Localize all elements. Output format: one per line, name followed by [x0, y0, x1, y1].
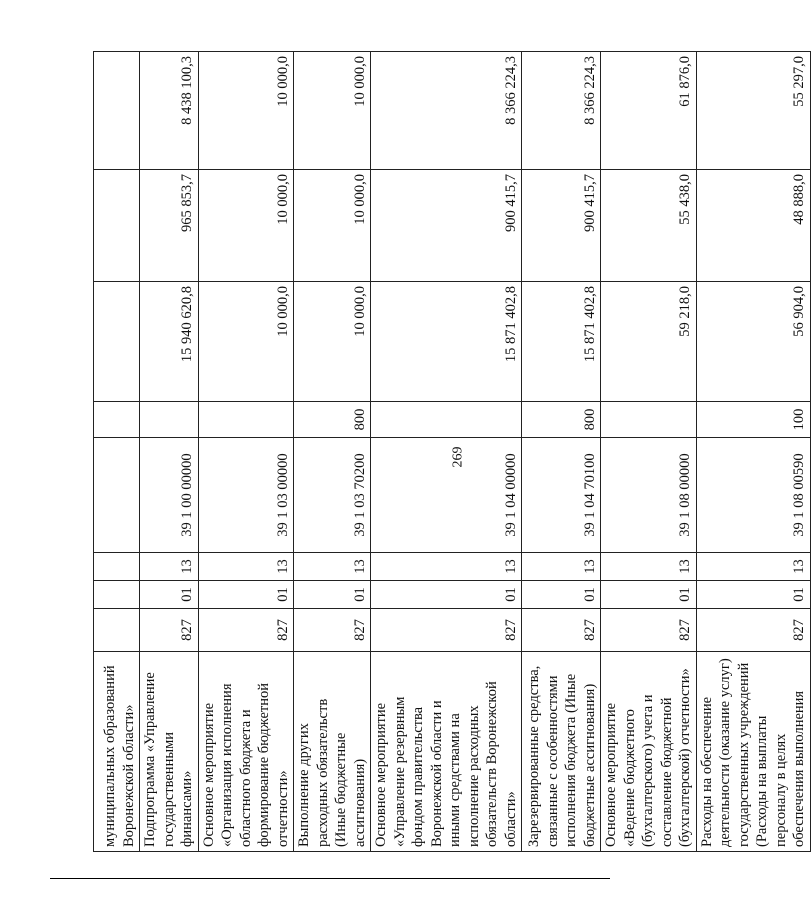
cell-sum3: 61 876,0 — [601, 52, 697, 170]
cell-csr: 39 1 08 00590 — [696, 438, 810, 553]
row-name: Выполнение других расходных обязательств (Иные бюджетные ассигнования) — [294, 652, 371, 852]
rotated-table-wrapper — [93, 52, 807, 852]
cell-sum2: 900 415,7 — [371, 170, 522, 282]
cell-csr: 39 1 00 00000 — [140, 438, 199, 553]
page-number: 269 — [450, 446, 466, 468]
cell-vr: 800 — [294, 402, 371, 438]
cell-sum2: 900 415,7 — [522, 170, 601, 282]
cell-csr: 39 1 04 70100 — [522, 438, 601, 553]
table-row — [601, 52, 697, 852]
scan-edge-line — [50, 878, 610, 879]
cell-rz: 01 — [696, 581, 810, 609]
cell-pr: 13 — [696, 553, 810, 581]
cell-sum1: 10 000,0 — [294, 282, 371, 402]
table-row — [198, 52, 294, 852]
cell-gr: 827 — [522, 609, 601, 652]
row-name: Основное мероприятие «Ведение бюджетного (бухгалтерского) учета и составление бюджетной (бухгалтерской) отчетности» — [601, 652, 697, 852]
cell-pr: 13 — [522, 553, 601, 581]
cell-sum3: 8 366 224,3 — [371, 52, 522, 170]
table-row — [371, 52, 522, 852]
cell-sum2: 965 853,7 — [140, 170, 199, 282]
cell-csr: 39 1 03 70200 — [294, 438, 371, 553]
cell-pr: 13 — [601, 553, 697, 581]
row-name: Подпрограмма «Управление государственными финансами» — [140, 652, 199, 852]
cell-sum1: 15 871 402,8 — [522, 282, 601, 402]
cell-gr: 827 — [140, 609, 199, 652]
cell-vr — [601, 402, 697, 438]
cell-csr: 39 1 08 00000 — [601, 438, 697, 553]
table-row — [696, 52, 810, 852]
cell-sum1 — [94, 282, 140, 402]
cell-sum2 — [94, 170, 140, 282]
cell-rz: 01 — [198, 581, 294, 609]
cell-vr — [140, 402, 199, 438]
cell-sum3: 10 000,0 — [198, 52, 294, 170]
cell-vr: 100 — [696, 402, 810, 438]
cell-sum3: 55 297,0 — [696, 52, 810, 170]
cell-rz: 01 — [140, 581, 199, 609]
cell-rz — [94, 581, 140, 609]
cell-sum2: 48 888,0 — [696, 170, 810, 282]
cell-csr — [94, 438, 140, 553]
cell-pr: 13 — [198, 553, 294, 581]
cell-vr — [198, 402, 294, 438]
cell-sum2: 55 438,0 — [601, 170, 697, 282]
table-row — [94, 52, 140, 852]
cell-sum2: 10 000,0 — [198, 170, 294, 282]
cell-pr: 13 — [294, 553, 371, 581]
row-name: Основное мероприятие «Организация исполнения областного бюджета и формирование бюджетной отчетности» — [198, 652, 294, 852]
cell-gr: 827 — [696, 609, 810, 652]
cell-rz: 01 — [522, 581, 601, 609]
cell-gr: 827 — [601, 609, 697, 652]
cell-sum3: 8 438 100,3 — [140, 52, 199, 170]
table-row — [140, 52, 199, 852]
table-row — [294, 52, 371, 852]
cell-sum1: 15 871 402,8 — [371, 282, 522, 402]
table-body — [94, 52, 811, 852]
cell-pr — [94, 553, 140, 581]
cell-sum2: 10 000,0 — [294, 170, 371, 282]
cell-gr: 827 — [371, 609, 522, 652]
row-name: Зарезервированные средства, связанные с особенностями исполнения бюджета (Иные бюджетные ассигнования) — [522, 652, 601, 852]
cell-vr: 800 — [522, 402, 601, 438]
cell-rz: 01 — [294, 581, 371, 609]
cell-rz: 01 — [371, 581, 522, 609]
cell-gr: 827 — [294, 609, 371, 652]
cell-sum3: 10 000,0 — [294, 52, 371, 170]
cell-csr: 39 1 03 00000 — [198, 438, 294, 553]
cell-gr: 827 — [198, 609, 294, 652]
cell-pr: 13 — [371, 553, 522, 581]
cell-pr: 13 — [140, 553, 199, 581]
cell-vr — [371, 402, 522, 438]
cell-gr — [94, 609, 140, 652]
cell-sum3: 8 366 224,3 — [522, 52, 601, 170]
cell-sum1: 15 940 620,8 — [140, 282, 199, 402]
cell-sum1: 56 904,0 — [696, 282, 810, 402]
cell-vr — [94, 402, 140, 438]
cell-sum1: 59 218,0 — [601, 282, 697, 402]
row-name: Основное мероприятие «Управление резервным фондом правительства Воронежской области и иными средствами на исполнение расходных обязательств Воронежской области» — [371, 652, 522, 852]
budget-table — [93, 51, 811, 852]
cell-sum3 — [94, 52, 140, 170]
cell-csr: 39 1 04 00000 — [371, 438, 522, 553]
row-name: муниципальных образований Воронежской области» — [94, 652, 140, 852]
table-row — [522, 52, 601, 852]
cell-sum1: 10 000,0 — [198, 282, 294, 402]
cell-rz: 01 — [601, 581, 697, 609]
row-name: Расходы на обеспечение деятельности (оказание услуг) государственных учреждений (Расходы на выплаты персоналу в целях обеспечения выполнения — [696, 652, 810, 852]
